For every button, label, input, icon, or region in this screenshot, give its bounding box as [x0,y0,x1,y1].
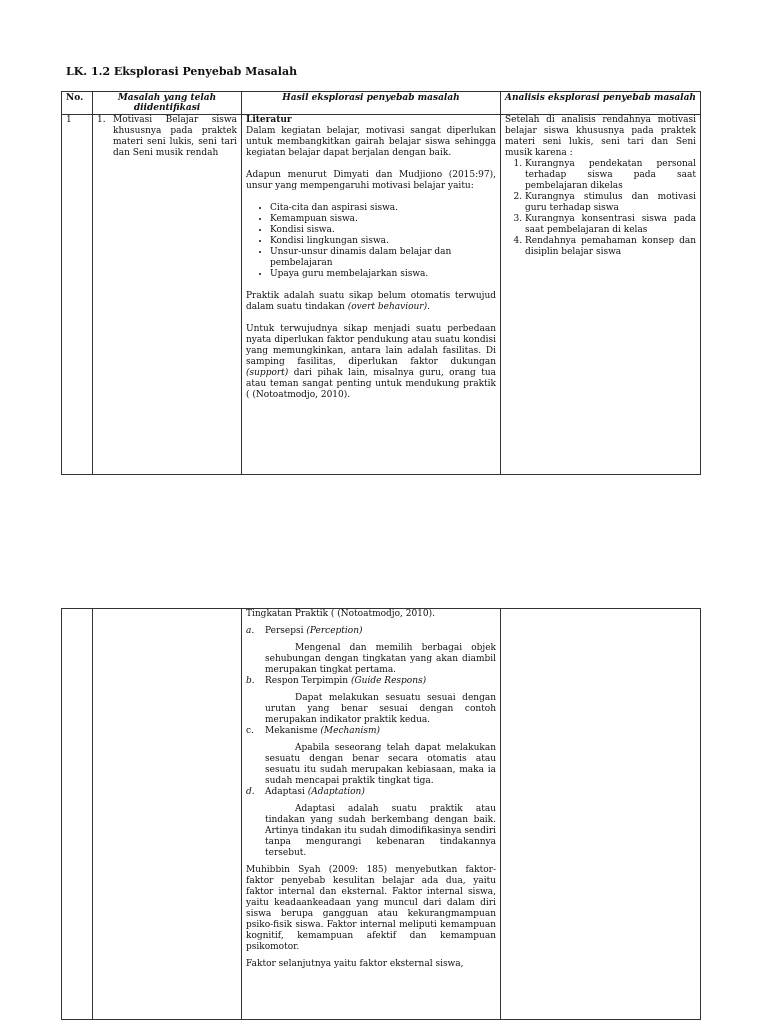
level-english: (Adaptation) [307,787,365,797]
level-english: (Mechanism) [320,726,380,736]
level-item [246,787,496,798]
list-item: 1. Kurangnya pendekatan personal terhadap siswa pada saat pembelajaran dikelas [525,159,696,192]
praktik-term: (overt behaviour). [347,302,430,312]
level-english: (Guide Respons) [350,676,427,686]
level-item [246,726,496,737]
level-name-text: Mekanisme [265,726,318,736]
motivation-factor-list [246,203,496,280]
table-row [62,609,701,1020]
level-english: (Perception) [306,626,363,636]
table-row [62,115,701,475]
level-name [265,626,363,637]
analysis-list [505,159,696,258]
problem-text: Motivasi Belajar siswa khususnya pada praktek materi seni lukis, seni tari dan Seni musik rendah [113,115,237,158]
problem-cell [93,115,242,475]
level-name-text: Adaptasi [265,787,305,797]
document-title: LK. 1.2 Eksplorasi Penyebab Masalah [66,65,298,78]
fasilitas-text-b: dari pihak lain, misalnya guru, orang tua atau teman sangat penting untuk mendukung praktik ( (Notoatmodjo, 2010). [246,368,496,400]
level-description: Dapat melakukan sesuatu sesuai dengan urutan yang benar sesuai dengan contoh merupakan indikator praktik kedua. [265,693,496,725]
header-hasil: Hasil eksplorasi penyebab masalah [242,92,501,115]
fasilitas-text-a: Untuk terwujudnya sikap menjadi suatu perbedaan nyata diperlukan faktor pendukung atau suatu kondisi yang memungkinkan, antara lain adalah fasilitas. Di samping fasilitas, diperlukan faktor dukungan [246,324,496,367]
paragraph-motivasi: Dalam kegiatan belajar, motivasi sangat diperlukan untuk membangkitkan gairah belajar siswa sehingga kegiatan belajar dapat berjalan dengan baik. [246,126,496,158]
exploration-table-continued [61,608,701,1020]
problem-number: 1. [97,115,106,125]
paragraph-dimyati: Adapun menurut Dimyati dan Mudjiono (2015:97), unsur yang mempengaruhi motivasi belajar yaitu: [246,170,496,191]
level-letter: a. [246,626,255,636]
level-item [246,626,496,637]
analysis-cell [501,115,701,475]
level-letter: d. [246,787,255,797]
row-number-empty [62,609,93,1020]
level-letter: b. [246,676,255,686]
list-item: • Kondisi lingkungan siswa. [270,236,496,247]
paragraph-praktik [246,291,496,313]
list-item: 3. Kurangnya konsentrasi siswa pada saat pembelajaran di kelas [525,214,696,236]
paragraph-eksternal: Faktor selanjutnya yaitu faktor eksternal siswa, [246,959,464,969]
list-item: 2. Kurangnya stimulus dan motivasi guru terhadap siswa [525,192,696,214]
level-description: Apabila seseorang telah dapat melakukan sesuatu dengan benar secara otomatis atau sesuatu itu sudah merupakan kebiasaan, maka ia sudah mencapai praktik tingkat tiga. [265,743,496,786]
exploration-cell [242,115,501,475]
list-item: • Kondisi siswa. [270,225,496,236]
level-letter: c. [246,726,254,736]
level-item [246,676,496,687]
table-header-row [62,92,701,115]
list-item: • Kemampuan siswa. [270,214,496,225]
literatur-heading: Literatur [246,115,292,125]
list-item: • Unsur-unsur dinamis dalam belajar dan pembelajaran [270,247,496,269]
level-name-text: Respon Terpimpin [265,676,349,686]
header-analisis: Analisis eksplorasi penyebab masalah [501,92,701,115]
list-item: • Upaya guru membelajarkan siswa. [270,269,496,280]
row-number: 1 [62,115,93,475]
level-name [265,726,380,737]
list-item: 4. Rendahnya pemahaman konsep dan disiplin belajar siswa [525,236,696,258]
level-description: Mengenal dan memilih berbagai objek sehubungan dengan tingkatan yang akan diambil merupakan tingkat pertama. [265,643,496,675]
header-masalah: Masalah yang telah diidentifikasi [93,92,242,115]
level-name-text: Persepsi [265,626,304,636]
praktik-text: Praktik adalah suatu sikap belum otomatis terwujud dalam suatu tindakan [246,291,496,312]
paragraph-muhibbin: Muhibbin Syah (2009: 185) menyebutkan faktor-faktor penyebab kesulitan belajar ada dua, yaitu faktor internal dan eksternal. Faktor internal siswa, yaitu keadaankeadaan yang muncul dari dalam diri siswa berupa gangguan atau kekurangmampuan psiko-fisik siswa. Faktor internal meliputi kemampuan kognitif, kemampuan afektif dan kemampuan psikomotor. [246,865,496,952]
list-item: • Cita-cita dan aspirasi siswa. [270,203,496,214]
exploration-cell [242,609,501,1020]
level-name [265,676,426,687]
level-name [265,787,365,798]
tingkatan-lead: Tingkatan Praktik ( (Notoatmodjo, 2010). [246,609,435,619]
problem-cell-empty [93,609,242,1020]
analysis-cell-empty [501,609,701,1020]
header-no: No. [62,92,93,115]
analysis-intro: Setelah di analisis rendahnya motivasi belajar siswa khususnya pada praktek materi seni lukis, seni tari dan Seni musik karena : [505,115,696,158]
support-term: (support) [246,368,289,378]
paragraph-fasilitas [246,324,496,401]
level-description: Adaptasi adalah suatu praktik atau tindakan yang sudah berkembang dengan baik. Artinya tindakan itu sudah dimodifikasinya sendiri tanpa mengurangi kebenaran tindakannya tersebut. [265,804,496,858]
problem-item [97,115,237,159]
exploration-table [61,91,701,475]
